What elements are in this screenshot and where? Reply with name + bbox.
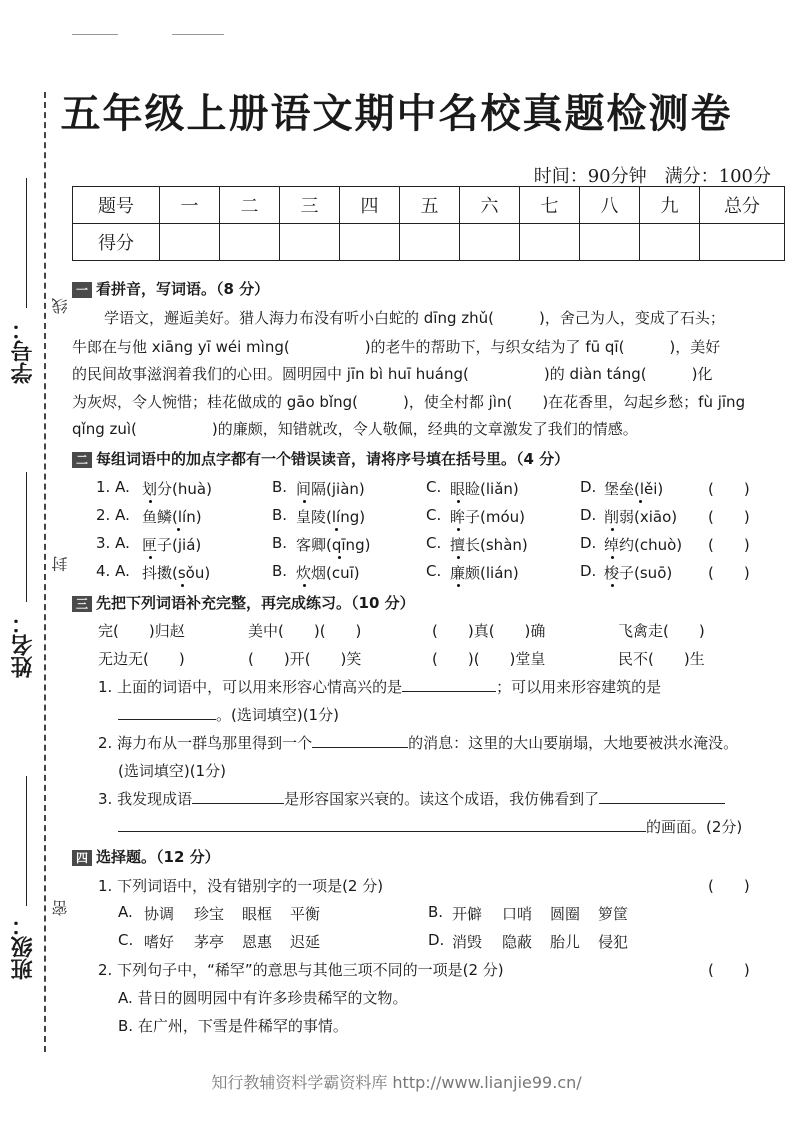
exercise-1 [98, 676, 661, 697]
option-text: 长(shàn) [465, 536, 528, 554]
page-title: 五年级上册语文期中名校真题检测卷 [60, 90, 733, 137]
option-label: D. [580, 478, 597, 496]
option-word: 协调 [144, 905, 175, 923]
option-letter: A. [118, 903, 133, 921]
answer-blank[interactable] [402, 677, 496, 692]
option-text: 皇 [296, 508, 312, 526]
idiom-blank[interactable]: ( )真( )确 [432, 622, 546, 640]
option-word: 消毁 [452, 933, 483, 951]
option-word: 珍宝 [194, 905, 225, 923]
section-3-heading [72, 592, 415, 613]
score-header-row [73, 187, 785, 224]
option-label: C. [426, 506, 442, 524]
score-header-cell: 三 [280, 187, 340, 224]
answer-bracket[interactable]: ( ) [708, 508, 750, 526]
exercise-2 [98, 732, 738, 753]
section-title: 看拼音，写词语。（8 分） [96, 280, 270, 298]
option-label: D. [580, 534, 597, 552]
seal-dense-mark: 密 [51, 900, 70, 916]
exercise-3 [98, 788, 725, 809]
score-header-cell: 一 [160, 187, 220, 224]
section-title: 每组词语中的加点字都有一个错误读音，请将序号填在括号里。（4 分） [96, 450, 570, 468]
option-label: B. [272, 562, 288, 580]
exercise-3-cont [118, 816, 742, 837]
idiom-blank[interactable]: 飞禽走( ) [618, 622, 705, 640]
score-input-cell[interactable] [220, 224, 280, 261]
option-label: B. [272, 478, 288, 496]
section-number-badge: 二 [72, 452, 92, 468]
score-input-cell[interactable] [280, 224, 340, 261]
option-label: D. [580, 506, 597, 524]
answer-blank[interactable] [118, 817, 646, 832]
binding-dashed-line [44, 92, 46, 1052]
idiom-blank[interactable]: 民不( )生 [618, 650, 705, 668]
choice-question: 1. 下列词语中，没有错别字的一项是(2 分) [98, 877, 384, 895]
dotted-char: 擅 [450, 536, 466, 554]
option-word: 嗜好 [144, 933, 175, 951]
item-number: 4. A. [96, 562, 130, 580]
score-header-cell: 四 [340, 187, 400, 224]
option-letter: D. [428, 931, 445, 949]
option-word: 侵犯 [598, 933, 629, 951]
score-table [72, 186, 785, 261]
score-header-cell: 六 [460, 187, 520, 224]
option-text: 子(jiá) [157, 536, 202, 554]
option-text: 子(suō) [619, 564, 673, 582]
answer-blank[interactable] [599, 789, 725, 804]
answer-blank[interactable] [312, 733, 408, 748]
option-word: 茅亭 [194, 933, 225, 951]
score-row-label: 得分 [73, 224, 160, 261]
section-1-line: 牛郎在与他 xiāng yī wéi mìng( )的老牛的帮助下，与织女结为了 fū qī( )，美好 [72, 338, 721, 356]
option-word: 迟延 [290, 933, 321, 951]
score-input-cell[interactable] [160, 224, 220, 261]
section-2-heading [72, 448, 569, 469]
option-text: 颇(lián) [465, 564, 519, 582]
score-header-cell: 九 [640, 187, 700, 224]
item-number: 3. A. [96, 534, 130, 552]
exercise-1-cont [118, 704, 339, 725]
option-text: 烟(cuī) [311, 564, 360, 582]
score-header-cell: 五 [400, 187, 460, 224]
dotted-char: 绰 [604, 536, 620, 554]
option-text: 分(huà) [157, 480, 212, 498]
option-text: 隔(jiàn) [311, 480, 365, 498]
dotted-char: 匣 [142, 536, 158, 554]
option-label: C. [426, 478, 442, 496]
option-label: D. [580, 562, 597, 580]
exercise-text: 。(选词填空)(1分) [216, 706, 339, 724]
score-input-cell[interactable] [580, 224, 640, 261]
option-word: 恩惠 [242, 933, 273, 951]
option-text: 子(móu) [465, 508, 526, 526]
option-word: 眼框 [242, 905, 273, 923]
score-input-cell[interactable] [340, 224, 400, 261]
option-text: 抖 [142, 564, 158, 582]
dotted-char: 卿(qīng) [311, 536, 371, 554]
dotted-char: 间 [296, 480, 312, 498]
choice-option[interactable]: A. 昔日的圆明园中有许多珍贵稀罕的文物。 [118, 989, 408, 1007]
choice-question: 2. 下列句子中，“稀罕”的意思与其他三项不同的一项是(2 分) [98, 961, 504, 979]
dotted-char: 划 [142, 480, 158, 498]
option-word: 口哨 [502, 905, 533, 923]
score-input-cell[interactable] [640, 224, 700, 261]
score-input-cell[interactable] [520, 224, 580, 261]
dotted-char: 鳞(lín) [157, 508, 202, 526]
section-1-line: 为灰烬，令人惋惜；桂花做成的 gāo bǐng( )，使全村都 jìn( )在花香里，勾起乡愁；fù jīng [72, 393, 746, 411]
idiom-blank[interactable]: 美中( )( ) [248, 622, 362, 640]
section-title: 先把下列词语补充完整，再完成练习。（10 分） [96, 594, 415, 612]
name-label: 姓名： [11, 612, 36, 678]
option-label: B. [272, 534, 288, 552]
option-word: 隐蔽 [502, 933, 533, 951]
section-1-heading [72, 278, 269, 299]
seal-seal-mark: 封 [51, 556, 70, 572]
idiom-blank[interactable]: 完( )归赵 [98, 622, 185, 640]
score-value-row [73, 224, 785, 261]
option-letter: C. [118, 931, 134, 949]
score-header-cell: 题号 [73, 187, 160, 224]
section-number-badge: 三 [72, 596, 92, 612]
option-text: 约(chuò) [619, 536, 683, 554]
exercise-2-cont: (选词填空)(1分) [118, 762, 226, 780]
score-input-cell[interactable] [700, 224, 785, 261]
option-label: C. [426, 534, 442, 552]
answer-bracket[interactable]: ( ) [708, 877, 750, 895]
exercise-text: 3. 我发现成语 [98, 790, 193, 808]
section-1-line: 学语文，邂逅美好。猎人海力布没有听小白蛇的 dīng zhǔ( )，舍己为人，变成了石头； [104, 309, 725, 327]
score-header-cell: 八 [580, 187, 640, 224]
option-letter: B. [428, 903, 444, 921]
section-4-heading [72, 846, 220, 867]
dotted-char: 垒(lěi) [619, 480, 664, 498]
seal-line-mark: 线 [51, 298, 70, 314]
option-word: 箩筐 [598, 905, 629, 923]
name-blank[interactable] [26, 472, 27, 602]
option-text: 客 [296, 536, 312, 554]
score-input-cell[interactable] [400, 224, 460, 261]
dotted-char: 眸 [450, 508, 466, 526]
exercise-text: 2. 海力布从一群鸟那里得到一个 [98, 734, 313, 752]
dotted-char: 削 [604, 508, 620, 526]
student-id-blank[interactable] [26, 178, 27, 308]
dotted-char: 陵(líng) [311, 508, 366, 526]
student-id-label: 学号： [11, 318, 36, 384]
dotted-char: 擞(sǒu) [157, 564, 211, 582]
option-text: 睑(liǎn) [465, 480, 519, 498]
class-blank[interactable] [26, 776, 27, 906]
section-1-line: 的民间故事滋润着我们的心田。圆明园中 jīn bì huī huáng( )的 diàn táng( )化 [72, 365, 713, 383]
option-word: 平衡 [290, 905, 321, 923]
exam-meta: 时间：90分钟 满分：100分 [533, 166, 771, 187]
answer-bracket[interactable]: ( ) [708, 480, 750, 498]
dotted-char: 炊 [296, 564, 312, 582]
idiom-blank[interactable]: ( )开( )笑 [248, 650, 362, 668]
dotted-char: 廉 [450, 564, 466, 582]
option-word: 胎儿 [550, 933, 581, 951]
answer-blank[interactable] [192, 789, 284, 804]
section-number-badge: 四 [72, 850, 92, 866]
answer-bracket[interactable]: ( ) [708, 961, 750, 979]
answer-blank[interactable] [118, 705, 216, 720]
score-input-cell[interactable] [460, 224, 520, 261]
section-number-badge: 一 [72, 282, 92, 298]
exercise-text: 的画面。(2分) [646, 818, 743, 836]
option-label: B. [272, 506, 288, 524]
exercise-text: 的消息：这里的大山要崩塌，大地要被洪水淹没。 [408, 734, 739, 752]
idiom-blank[interactable]: ( )( )堂皇 [432, 650, 546, 668]
option-word: 圆圈 [550, 905, 581, 923]
dotted-char: 眼 [450, 480, 466, 498]
section-1-line: qǐng zuì( )的廉颇，知错就改，令人敬佩，经典的文章激发了我们的情感。 [72, 420, 638, 438]
footer-watermark: 知行教辅资料学霸资料库 http://www.lianjie99.cn/ [211, 1073, 582, 1092]
score-header-cell: 七 [520, 187, 580, 224]
score-header-cell: 总分 [700, 187, 785, 224]
idiom-blank[interactable]: 无边无( ) [98, 650, 185, 668]
answer-bracket[interactable]: ( ) [708, 564, 750, 582]
top-mark [72, 34, 118, 35]
dotted-char: 梭 [604, 564, 620, 582]
option-text: 鱼 [142, 508, 158, 526]
option-text: 堡 [604, 480, 620, 498]
class-label: 班级： [11, 914, 36, 980]
item-number: 2. A. [96, 506, 130, 524]
option-text: 弱(xiāo) [619, 508, 678, 526]
answer-bracket[interactable]: ( ) [708, 536, 750, 554]
option-label: C. [426, 562, 442, 580]
option-word: 开僻 [452, 905, 483, 923]
exercise-text: 是形容国家兴衰的。读这个成语，我仿佛看到了 [284, 790, 600, 808]
exercise-text: 1. 上面的词语中，可以用来形容心情高兴的是 [98, 678, 403, 696]
choice-option[interactable]: B. 在广州，下雪是件稀罕的事情。 [118, 1017, 348, 1035]
section-title: 选择题。（12 分） [96, 848, 220, 866]
top-mark [172, 34, 224, 35]
exercise-text: ；可以用来形容建筑的是 [496, 678, 662, 696]
item-number: 1. A. [96, 478, 130, 496]
score-header-cell: 二 [220, 187, 280, 224]
